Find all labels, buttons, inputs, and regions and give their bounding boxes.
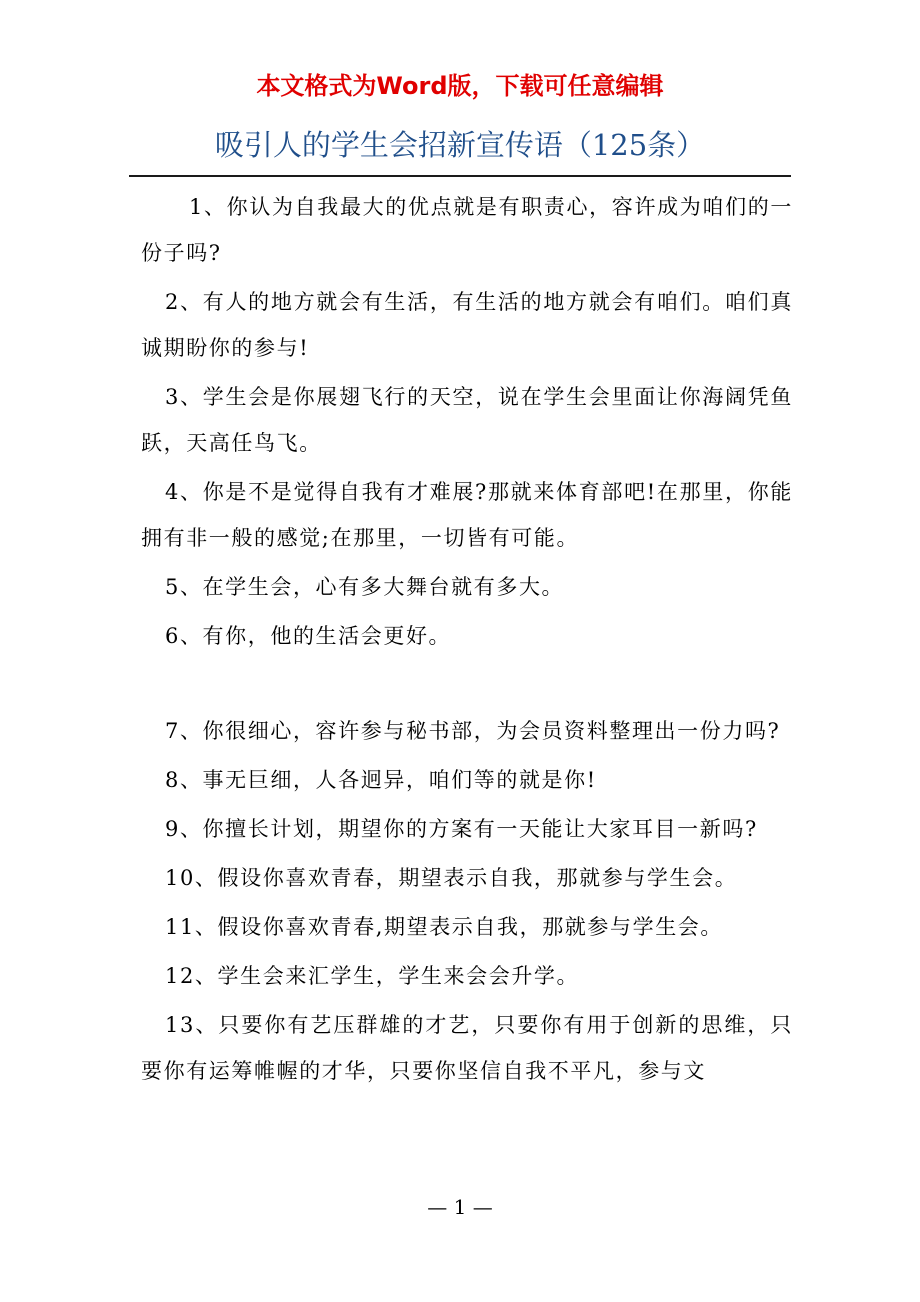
paragraph-3: 3、学生会是你展翅飞行的天空，说在学生会里面让你海阔凭鱼跃，天高任鸟飞。 [141,385,793,455]
paragraph-4: 4、你是不是觉得自我有才难展?那就来体育部吧!在那里，你能拥有非一般的感觉;在那里，一切皆有可能。 [141,480,793,550]
word-format-banner: 本文格式为Word版，下载可任意编辑 [256,72,664,100]
paragraph-11: 11、假设你喜欢青春,期望表示自我，那就参与学生会。 [165,915,723,939]
page-number: — 1 — [427,1195,493,1219]
paragraph-10: 10、假设你喜欢青春，期望表示自我，那就参与学生会。 [165,866,738,890]
paragraph-2: 2、有人的地方就会有生活，有生活的地方就会有咱们。咱们真诚期盼你的参与! [141,290,793,360]
paragraph-6: 6、有你，他的生活会更好。 [165,624,452,648]
paragraph-8: 8、事无巨细，人各迥异，咱们等的就是你! [165,768,597,792]
paragraph-1: 1、你认为自我最大的优点就是有职责心，容许成为咱们的一份子吗? [141,195,793,265]
document-body [141,184,793,1097]
paragraph-7: 7、你很细心，容许参与秘书部，为会员资料整理出一份力吗? [165,719,781,743]
paragraph-9: 9、你擅长计划，期望你的方案有一天能让大家耳目一新吗? [165,817,758,841]
paragraph-12: 12、学生会来汇学生，学生来会会升学。 [165,964,580,988]
title-divider [129,175,791,177]
paragraph-13: 13、只要你有艺压群雄的才艺，只要你有用于创新的思维，只要你有运筹帷幄的才华，只要你坚信自我不平凡，参与文 [141,1013,793,1083]
paragraph-5: 5、在学生会，心有多大舞台就有多大。 [165,575,565,599]
page-title: 吸引人的学生会招新宣传语（125条） [214,128,706,162]
